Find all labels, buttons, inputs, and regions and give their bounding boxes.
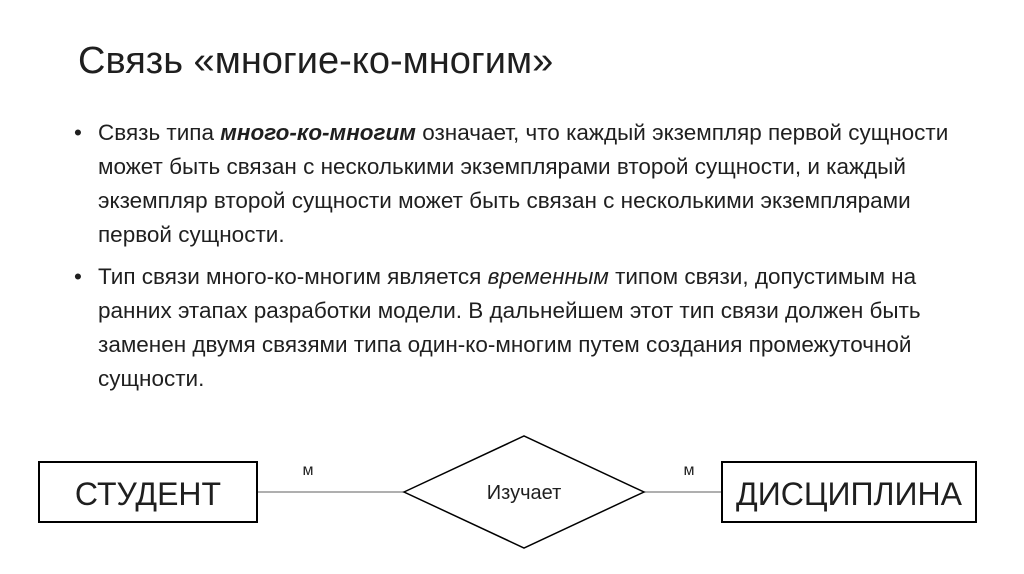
bullet-text-after: типом связи, допустимым на ранних этапах разработки модели. В дальнейшем этот тип связи должен быть заменен двумя связями типа один-ко-многим путем создания промежуточной сущности. [98,264,921,391]
entity-label-left: СТУДЕНТ [74,476,222,512]
bullet-text-before: Связь типа [98,120,221,145]
bullet-term: много-ко-многим [220,120,416,145]
bullet-text-after: означает, что каждый экземпляр первой сущности может быть связан с несколькими экземплярами второй сущности, и каждый экземпляр второй сущности может быть связан с несколькими экземплярами первой сущности. [98,120,949,247]
cardinality-left: м [302,462,314,479]
bullet-marker: • [74,264,82,289]
relationship-label: Изучает [486,482,562,504]
bullet-marker: • [74,120,82,145]
bullet-emphasis: временным [487,264,609,289]
bullet-text-before: Тип связи много-ко-многим является [98,264,488,289]
cardinality-right: м [683,462,695,479]
slide-title: Связь «многие-ко-многим» [78,40,554,82]
entity-label-right: ДИСЦИПЛИНА [736,476,962,512]
